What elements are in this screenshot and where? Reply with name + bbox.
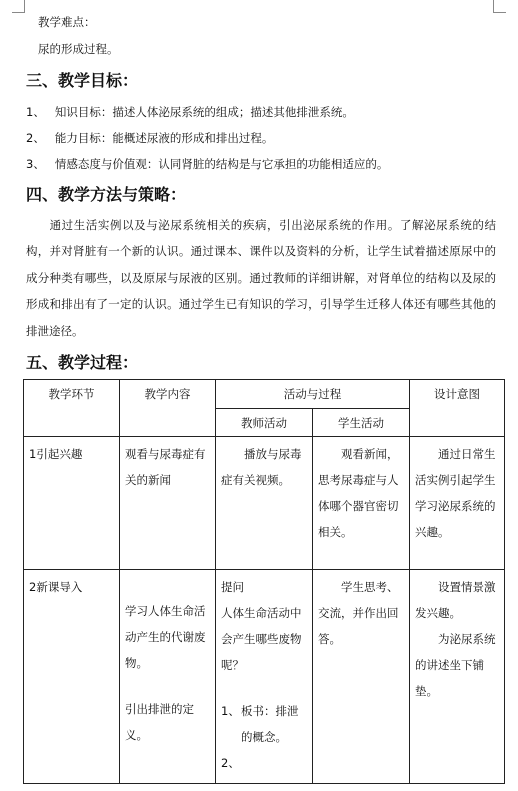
page-corner-mark-right [493, 0, 506, 13]
objective-text: 知识目标：描述人体泌尿系统的组成；描述其他排泄系统。 [54, 105, 354, 119]
header-teacher: 教师活动 [216, 409, 313, 437]
row1-student: 观看新闻，思考尿毒症与人体哪个器官密切相关。 [313, 437, 410, 570]
header-content: 教学内容 [120, 380, 216, 437]
objective-num: 1、 [26, 105, 45, 119]
row2-intent-2: 为泌尿系统的讲述坐下铺垫。 [415, 632, 496, 698]
page-corner-mark-left [12, 0, 25, 13]
row2-content-2: 引出排泄的定义。 [125, 702, 194, 742]
section4-title: 四、教学方法与策略： [26, 185, 187, 204]
row2-teacher-item-1-text: 板书：排泄的概念。 [241, 704, 299, 744]
table-row [24, 570, 505, 784]
objective-num: 2、 [26, 131, 45, 145]
row1-intent: 通过日常生活实例引起学生学习泌尿系统的兴趣。 [410, 437, 505, 570]
row2-teacher [216, 570, 313, 784]
difficulty-content: 尿的形成过程。 [38, 42, 119, 56]
row1-teacher: 播放与尿毒症有关视频。 [216, 437, 313, 570]
objective-text: 能力目标：能概述尿液的形成和排出过程。 [54, 131, 274, 145]
row2-teacher-item-1 [221, 698, 308, 750]
method-paragraph-text: 通过生活实例以及与泌尿系统相关的疾病，引出泌尿系统的作用。了解泌尿系统的结构，并对肾脏有一个新的认识。通过课本、课件以及资料的分析，让学生试着描述原尿中的成分种类有哪些，以及原尿与尿液的区别。通过教师的详细讲解，对肾单位的结构以及尿的形成和排出有了一定的认识。通过学生已有知识的学习，引导学生迁移人体还有哪些其他的排泄途径。 [26, 218, 496, 338]
table-row [24, 437, 505, 570]
header-stage: 教学环节 [24, 380, 120, 437]
objective-item-1 [26, 105, 354, 119]
row2-content [120, 570, 216, 784]
section5-title: 五、教学过程： [26, 353, 139, 372]
objective-text: 情感态度与价值观：认同肾脏的结构是与它承担的功能相适应的。 [54, 157, 389, 171]
section3-title: 三、教学目标： [26, 71, 139, 90]
row2-teacher-q2: 人体生命活动中会产生哪些废物呢？ [221, 606, 302, 672]
row1-content: 观看与尿毒症有关的新闻 [120, 437, 216, 570]
process-table [23, 379, 505, 784]
objective-item-2 [26, 131, 273, 145]
objective-item-3 [26, 157, 388, 171]
difficulty-label: 教学难点： [38, 15, 96, 29]
header-intent: 设计意图 [410, 380, 505, 437]
objective-num: 3、 [26, 157, 45, 171]
row2-stage: 2新课导入 [24, 570, 120, 784]
row2-student: 学生思考、交流，并作出回答。 [313, 570, 410, 784]
row1-stage: 1引起兴趣 [24, 437, 120, 570]
row2-intent-1: 设置情景激发兴趣。 [415, 580, 496, 620]
row2-intent [410, 570, 505, 784]
header-student: 学生活动 [313, 409, 410, 437]
header-activity: 活动与过程 [216, 380, 410, 409]
row2-teacher-item-2-num: 2、 [221, 756, 240, 770]
row2-teacher-q1: 提问 [221, 580, 244, 594]
method-paragraph [26, 212, 496, 344]
row2-teacher-item-1-num: 1、 [221, 704, 240, 718]
row2-content-1: 学习人体生命活动产生的代谢废物。 [125, 604, 206, 670]
